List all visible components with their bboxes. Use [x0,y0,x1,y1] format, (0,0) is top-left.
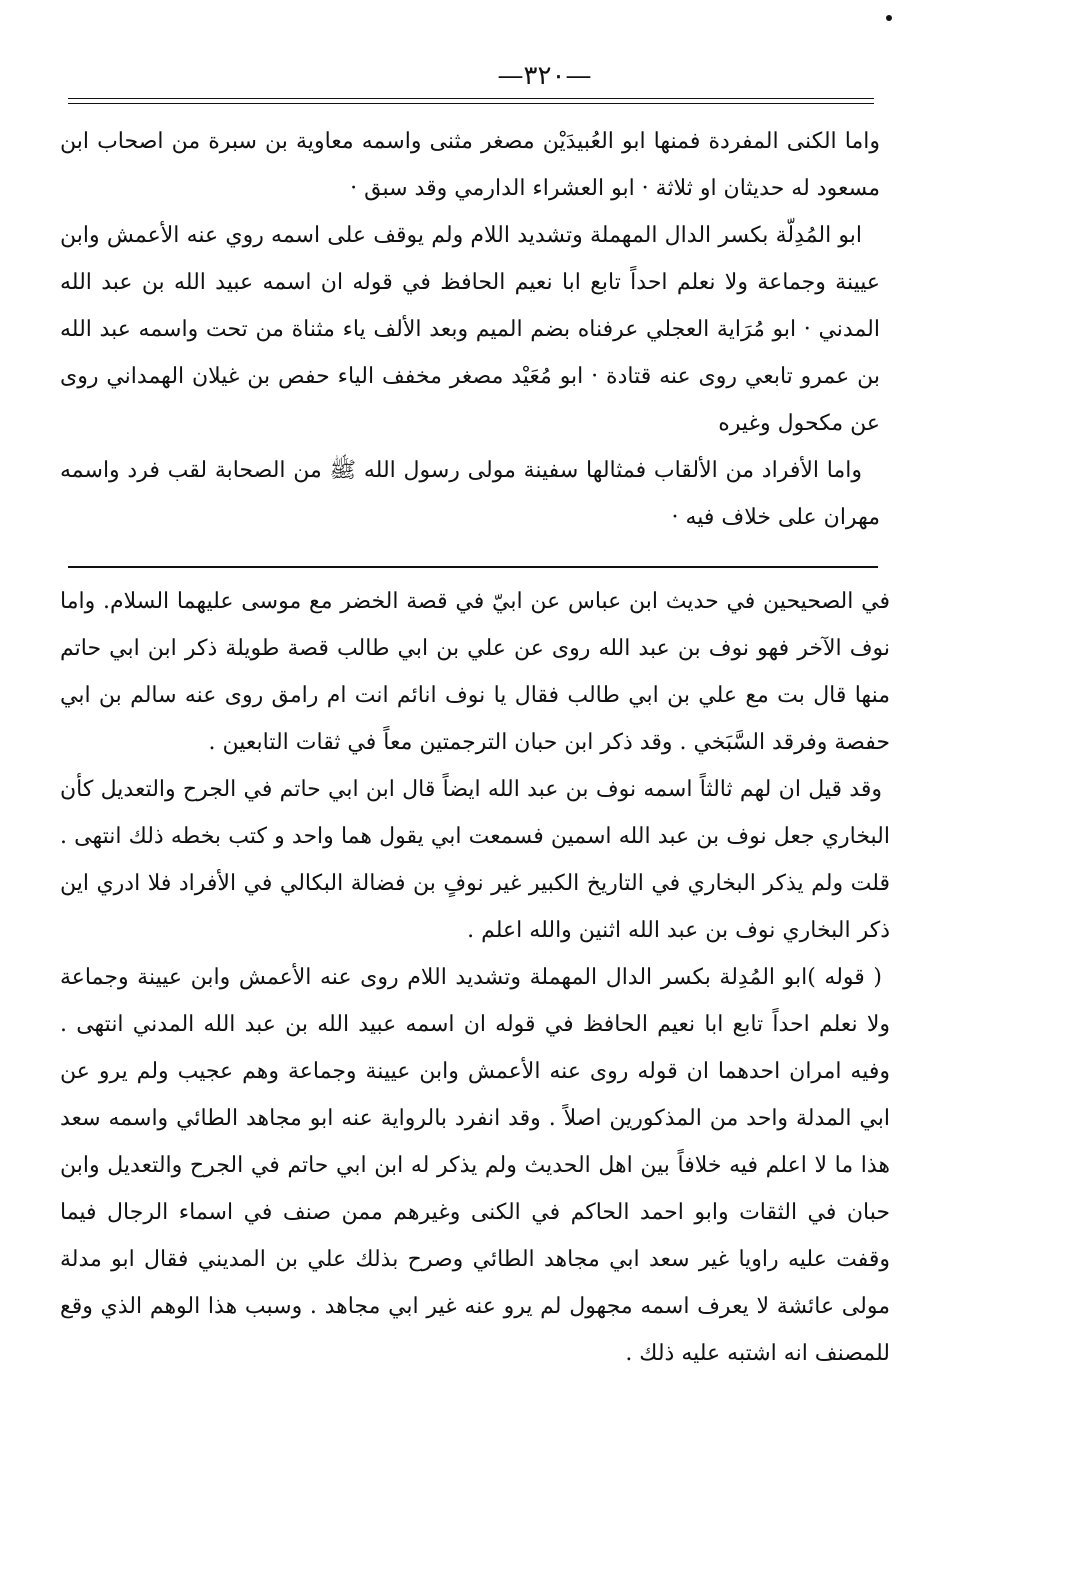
commentary-text [60,578,890,1377]
commentary-paragraph: وقد قيل ان لهم ثالثاً اسمه نوف بن عبد الله ايضاً قال ابن ابي حاتم في الجرح والتعديل كأن البخاري جعل نوف بن عبد الله اسمين فسمعت ابي يقول هما واحد و كتب بخطه ذلك انتهى . قلت ولم يذكر البخاري في التاريخ الكبير غير نوفٍ بن فضالة البكالي في الأفراد فلا ادري اين ذكر البخاري نوف بن عبد الله اثنين والله اعلم . [60,777,890,943]
commentary-paragraph: ( قوله )ابو المُدِلة بكسر الدال المهملة وتشديد اللام روى عنه الأعمش وابن عيينة وجماعة ولا نعلم احداً تابع ابا نعيم الحافظ في قوله ان اسمه عبيد الله بن عبد الله المدني انتهى . وفيه امران احدهما ان قوله روى عنه الأعمش وابن عيينة وجماعة وهم عجيب ولم يرو عن ابي المدلة واحد من المذكورين اصلاً . وقد انفرد بالرواية عنه ابو مجاهد الطائي واسمه سعد هذا ما لا اعلم فيه خلافاً بين اهل الحديث ولم يذكر له ابن ابي حاتم في الجرح والتعديل وابن حبان في الثقات وابو احمد الحاكم في الكنى وغيرهم ممن صنف في اسماء الرجال فيما وقفت عليه راويا غير سعد ابي مجاهد الطائي وصرح بذلك علي بن المديني فقال ابو مدلة مولى عائشة لا يعرف اسمه مجهول لم يرو عنه غير ابي مجاهد . وسبب هذا الوهم الذي وقع للمصنف انه اشتبه عليه ذلك . [60,965,890,1366]
page-number: —٣٢٠— [497,61,592,91]
header-double-rule [68,98,874,104]
main-paragraph: واما الأفراد من الألقاب فمثالها سفينة مولى رسول الله ﷺ من الصحابة لقب فرد واسمه مهران على خلاف فيه · [60,458,880,530]
main-paragraph: ابو المُدِلّة بكسر الدال المهملة وتشديد اللام ولم يوقف على اسمه روي عنه الأعمش وابن عيينة وجماعة ولا نعلم احداً تابع ابا نعيم الحافظ في قوله ان اسمه عبيد الله بن عبد الله المدني · ابو مُرَاية العجلي عرفناه بضم الميم وبعد الألف ياء مثناة من تحت واسمه عبد الله بن عمرو تابعي روى عنه قتادة · ابو مُعَيْد مصغر مخفف الياء حفص بن غيلان الهمداني روى عن مكحول وغيره [60,223,880,436]
main-paragraph: واما الكنى المفردة فمنها ابو العُبيدَيْن مصغر مثنى واسمه معاوية بن سبرة من اصحاب ابن مسعود له حديثان او ثلاثة · ابو العشراء الدارمي وقد سبق · [60,129,880,201]
margin-dot [886,15,892,21]
commentary-paragraph: في الصحيحين في حديث ابن عباس عن ابيّ في قصة الخضر مع موسى عليهما السلام. واما نوف الآخر فهو نوف بن عبد الله روى عن علي بن ابي طالب قصة طويلة ذكر ابن ابي حاتم منها قال بت مع علي بن ابي طالب فقال يا نوف انائم انت ام رامق روى عنه سالم بن ابي حفصة وفرقد السَّبَخي . وقد ذكر ابن حبان الترجمتين معاً في ثقات التابعين . [60,589,890,755]
footnote-separator-rule [68,566,878,568]
main-text [60,118,880,541]
